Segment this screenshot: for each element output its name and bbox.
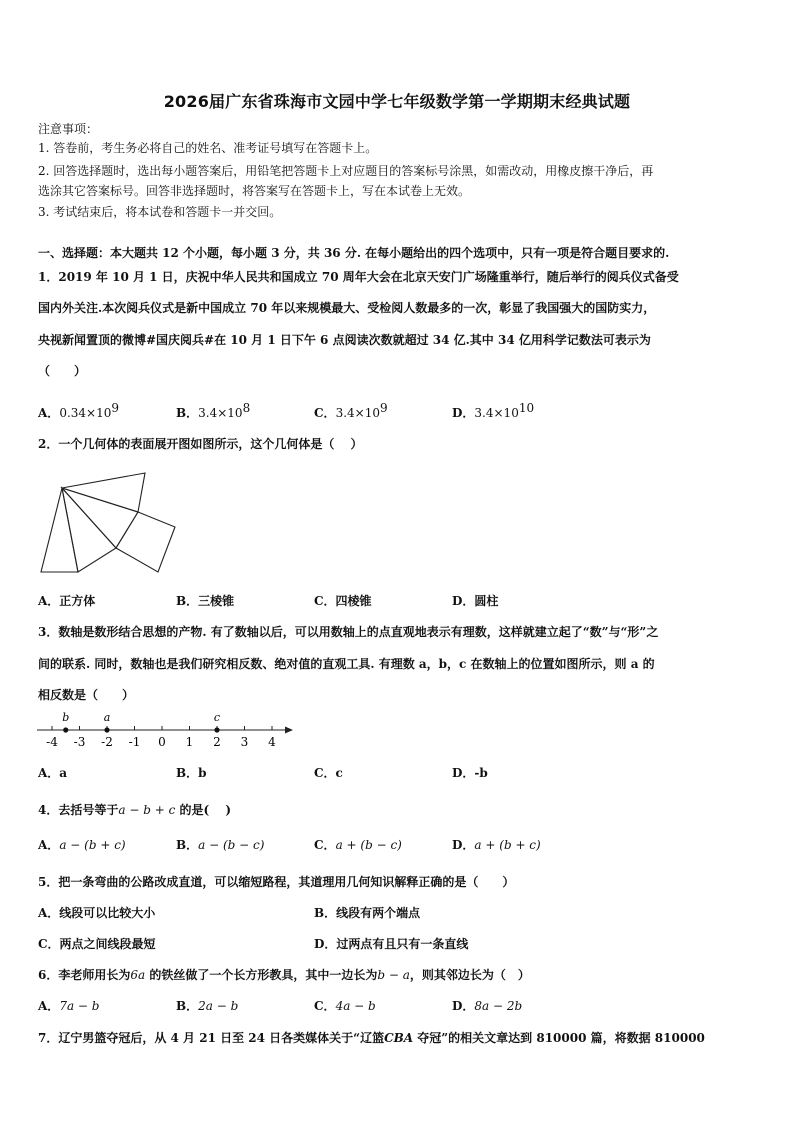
q3-option-a: A．a bbox=[38, 766, 68, 780]
q2-option-b: B．三棱锥 bbox=[176, 594, 235, 608]
number-line-tick-label: 2 bbox=[213, 735, 221, 749]
q2-option-a: A．正方体 bbox=[38, 594, 96, 608]
question-3-line: 相反数是（ ） bbox=[38, 688, 135, 702]
question-1-line: 1．2019 年 10 月 1 日，庆祝中华人民共和国成立 70 周年大会在北京天安门广场隆重举行，随后举行的阅兵仪式备受 bbox=[38, 270, 679, 284]
number-line-tick-label: -2 bbox=[101, 735, 113, 749]
number-line-tick-label: 0 bbox=[158, 735, 166, 749]
section-heading: 一、选择题：本大题共 12 个小题，每小题 3 分，共 36 分. 在每小题给出的四个选项中，只有一项是符合题目要求的. bbox=[38, 246, 670, 260]
number-line-point-label: c bbox=[213, 711, 221, 724]
number-line-point-label: a bbox=[103, 711, 111, 724]
question-1-line: 国内外关注.本次阅兵仪式是新中国成立 70 年以来规模最大、受检阅人数最多的一次，彰显了我国强大的国防实力， bbox=[38, 301, 656, 315]
net-triangle-middle bbox=[62, 488, 116, 572]
q6-option-d: D．8a − 2b bbox=[452, 999, 523, 1013]
q6-option-a: A．7a − b bbox=[38, 999, 100, 1013]
number-line-tick-label: -4 bbox=[46, 735, 58, 749]
pyramid-net-figure bbox=[38, 470, 208, 578]
page-title: 2026届广东省珠海市文园中学七年级数学第一学期期末经典试题 bbox=[163, 92, 631, 111]
q5-option-c: C．两点之间线段最短 bbox=[38, 937, 156, 951]
q2-option-d: D．圆柱 bbox=[452, 594, 499, 608]
q4-option-b: B．a − (b − c) bbox=[176, 838, 265, 852]
question-7-stem: 7．辽宁男篮夺冠后，从 4 月 21 日至 24 日各类媒体关于“辽篮CBA 夺冠”的相关文章达到 810000 篇，将数据 810000 bbox=[38, 1031, 705, 1045]
question-4-stem: 4．去括号等于a − b + c 的是( ) bbox=[38, 803, 232, 817]
q5-option-a: A．线段可以比较大小 bbox=[38, 906, 156, 920]
number-line-point-a bbox=[104, 727, 109, 732]
number-line-tick-label: -3 bbox=[73, 735, 86, 749]
q1-option-a: A．$0.34\times 10^9$ bbox=[38, 401, 119, 420]
question-1-line: 央视新闻置顶的微博#国庆阅兵#在 10 月 1 日下午 6 点阅读次数就超过 34 亿.其中 34 亿用科学记数法可表示为 bbox=[38, 333, 651, 347]
notice-heading: 注意事项： bbox=[38, 122, 99, 136]
q3-option-c: C．c bbox=[314, 766, 343, 780]
number-line-arrow bbox=[285, 727, 293, 734]
question-3-line: 间的联系. 同时，数轴也是我们研究相反数、绝对值的直观工具. 有理数 a，b，c 在数轴上的位置如图所示，则 a 的 bbox=[38, 657, 655, 671]
q3-option-b: B．b bbox=[176, 766, 207, 780]
number-line-tick-label: 3 bbox=[240, 735, 249, 749]
q4-option-d: D．a + (b + c) bbox=[452, 838, 541, 852]
question-2-stem: 2．一个几何体的表面展开图如图所示，这个几何体是（ ） bbox=[38, 437, 363, 451]
number-line-tick-label: -1 bbox=[128, 735, 141, 749]
notice-item: 选涂其它答案标号。回答非选择题时，将答案写在答题卡上，写在本试卷上无效。 bbox=[38, 184, 471, 198]
q5-option-b: B．线段有两个端点 bbox=[314, 906, 421, 920]
number-line-point-c bbox=[214, 727, 219, 732]
q6-option-b: B．2a − b bbox=[176, 999, 239, 1013]
number-line-tick-label: 4 bbox=[268, 735, 276, 749]
number-line-point-b bbox=[63, 727, 68, 732]
notice-item: 1. 答卷前，考生务必将自己的姓名、准考证号填写在答题卡上。 bbox=[38, 141, 378, 155]
question-6-stem: 6．李老师用长为6a 的铁丝做了一个长方形教具，其中一边长为b − a，则其邻边长为（ ） bbox=[38, 968, 530, 982]
net-square-right bbox=[116, 512, 175, 572]
number-line-tick-label: 1 bbox=[185, 735, 194, 749]
q5-option-d: D．过两点有且只有一条直线 bbox=[314, 937, 469, 951]
question-1-line: （ ） bbox=[38, 364, 87, 378]
q4-option-c: C．a + (b − c) bbox=[314, 838, 402, 852]
notice-item: 3. 考试结束后，将本试卷和答题卡一并交回。 bbox=[38, 205, 282, 219]
q3-option-d: D．-b bbox=[452, 766, 488, 780]
q1-option-d: D．$3.4\times 10^{10}$ bbox=[452, 401, 535, 420]
number-line-figure bbox=[35, 708, 297, 752]
question-3-line: 3．数轴是数形结合思想的产物. 有了数轴以后，可以用数轴上的点直观地表示有理数，这样就建立起了“数”与“形”之 bbox=[38, 625, 659, 639]
q1-option-c: C．$3.4\times 10^9$ bbox=[314, 401, 388, 420]
net-triangle-left bbox=[41, 488, 78, 572]
q6-option-c: C．4a − b bbox=[314, 999, 376, 1013]
q2-option-c: C．四棱锥 bbox=[314, 594, 372, 608]
question-5-stem: 5．把一条弯曲的公路改成直道，可以缩短路程，其道理用几何知识解释正确的是（ ） bbox=[38, 875, 515, 889]
number-line-point-label: b bbox=[62, 711, 70, 724]
q4-option-a: A．a − (b + c) bbox=[38, 838, 126, 852]
notice-item: 2. 回答选择题时，选出每小题答案后，用铅笔把答题卡上对应题目的答案标号涂黑，如需改动，用橡皮擦干净后，再 bbox=[38, 164, 654, 178]
q1-option-b: B．$3.4\times 10^8$ bbox=[176, 401, 251, 420]
net-square-base bbox=[62, 488, 138, 548]
